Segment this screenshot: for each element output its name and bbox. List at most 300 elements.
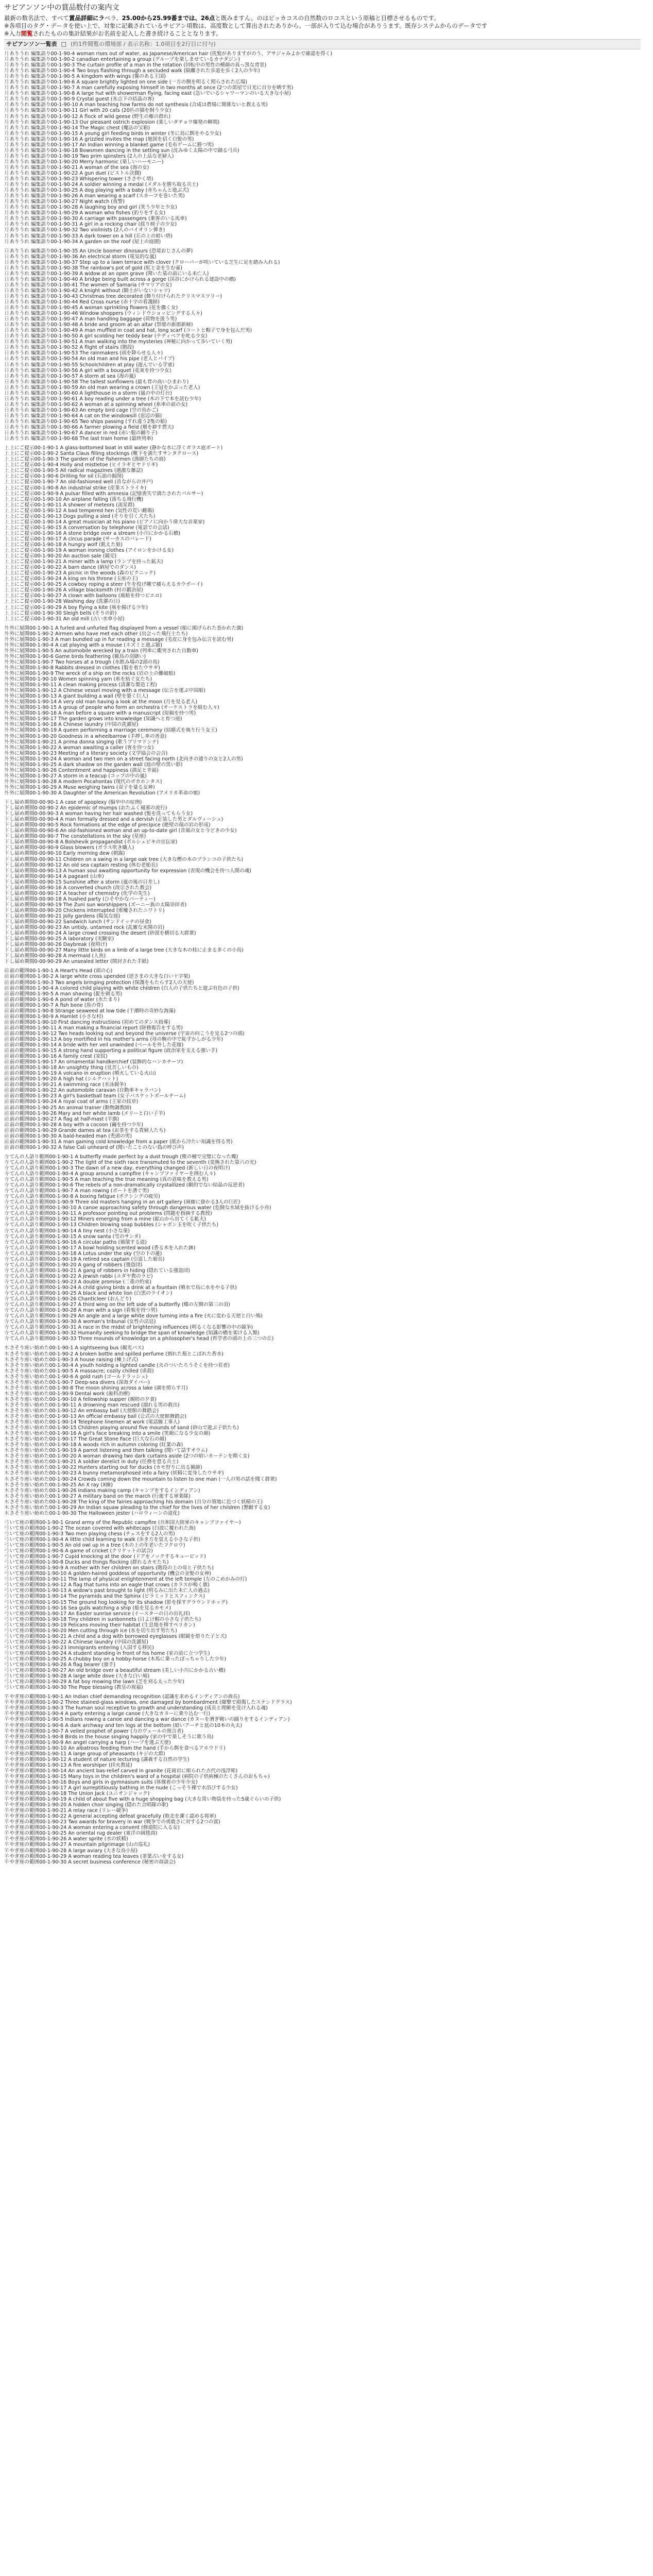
list-item[interactable] xyxy=(4,593,641,599)
list-item[interactable] xyxy=(4,188,641,193)
list-item[interactable] xyxy=(4,239,641,245)
list-item[interactable] xyxy=(4,1402,641,1408)
list-item[interactable] xyxy=(4,1842,641,1848)
list-item[interactable] xyxy=(4,879,641,885)
list-item[interactable] xyxy=(4,654,641,659)
list-item[interactable] xyxy=(4,570,641,576)
list-item[interactable] xyxy=(4,1240,641,1245)
list-item[interactable] xyxy=(4,1302,641,1308)
list-item[interactable] xyxy=(4,199,641,205)
list-item[interactable] xyxy=(4,974,641,979)
list-item[interactable] xyxy=(4,936,641,942)
list-item[interactable] xyxy=(4,260,641,265)
list-item[interactable] xyxy=(4,1673,641,1679)
list-item[interactable] xyxy=(4,1205,641,1211)
list-item[interactable] xyxy=(4,676,641,682)
list-item[interactable] xyxy=(4,1154,641,1160)
list-item[interactable] xyxy=(4,800,641,805)
list-item[interactable] xyxy=(4,1363,641,1368)
list-item[interactable] xyxy=(4,1145,641,1150)
list-item[interactable] xyxy=(4,396,641,402)
list-item[interactable] xyxy=(4,1465,641,1470)
list-item[interactable] xyxy=(4,857,641,862)
list-item[interactable] xyxy=(4,402,641,408)
list-item[interactable] xyxy=(4,1368,641,1374)
list-item[interactable] xyxy=(4,587,641,593)
list-item[interactable] xyxy=(4,1808,641,1814)
list-item[interactable] xyxy=(4,205,641,210)
list-item[interactable] xyxy=(4,1617,641,1622)
list-item[interactable] xyxy=(4,305,641,311)
list-item[interactable] xyxy=(4,374,641,379)
list-item[interactable] xyxy=(4,1182,641,1188)
list-item[interactable] xyxy=(4,531,641,536)
list-item[interactable] xyxy=(4,576,641,582)
list-item[interactable] xyxy=(4,1499,641,1505)
list-item[interactable] xyxy=(4,233,641,239)
list-item[interactable] xyxy=(4,1042,641,1048)
list-item[interactable] xyxy=(4,1188,641,1194)
list-item[interactable] xyxy=(4,1234,641,1240)
list-item[interactable] xyxy=(4,1622,641,1628)
list-item[interactable] xyxy=(4,339,641,345)
list-item[interactable] xyxy=(4,582,641,587)
list-item[interactable] xyxy=(4,1308,641,1313)
list-item[interactable] xyxy=(4,559,641,565)
list-item[interactable] xyxy=(4,773,641,779)
list-item[interactable] xyxy=(4,896,641,902)
list-item[interactable] xyxy=(4,756,641,762)
list-item[interactable] xyxy=(4,1668,641,1673)
list-item[interactable] xyxy=(4,1836,641,1842)
list-item[interactable] xyxy=(4,176,641,182)
list-item[interactable] xyxy=(4,1554,641,1560)
list-item[interactable] xyxy=(4,1634,641,1639)
list-item[interactable] xyxy=(4,1662,641,1668)
list-item[interactable] xyxy=(4,1762,641,1768)
list-item[interactable] xyxy=(4,1656,641,1662)
list-item[interactable] xyxy=(4,479,641,485)
list-item[interactable] xyxy=(4,154,641,159)
list-item[interactable] xyxy=(4,648,641,654)
list-item[interactable] xyxy=(4,159,641,165)
list-item[interactable] xyxy=(4,1025,641,1031)
list-item[interactable] xyxy=(4,1048,641,1054)
list-item[interactable] xyxy=(4,1325,641,1330)
list-item[interactable] xyxy=(4,456,641,462)
list-item[interactable] xyxy=(4,947,641,953)
list-item[interactable] xyxy=(4,451,641,456)
list-item[interactable] xyxy=(4,1111,641,1116)
list-item[interactable] xyxy=(4,980,641,986)
list-item[interactable] xyxy=(4,1082,641,1088)
list-item[interactable] xyxy=(4,1825,641,1831)
list-item[interactable] xyxy=(4,1582,641,1588)
list-item[interactable] xyxy=(4,1262,641,1268)
list-item[interactable] xyxy=(4,322,641,328)
list-item[interactable] xyxy=(4,1494,641,1499)
list-item[interactable] xyxy=(4,408,641,413)
list-item[interactable] xyxy=(4,1785,641,1791)
list-item[interactable] xyxy=(4,611,641,616)
list-item[interactable] xyxy=(4,491,641,497)
list-item[interactable] xyxy=(4,986,641,991)
list-item[interactable] xyxy=(4,991,641,997)
list-item[interactable] xyxy=(4,1560,641,1565)
list-item[interactable] xyxy=(4,462,641,468)
list-item[interactable] xyxy=(4,1330,641,1336)
list-item[interactable] xyxy=(4,548,641,553)
list-item[interactable] xyxy=(4,805,641,811)
list-item[interactable] xyxy=(4,891,641,896)
list-item[interactable] xyxy=(4,1257,641,1262)
list-item[interactable] xyxy=(4,1543,641,1548)
list-item[interactable] xyxy=(4,1122,641,1128)
list-item[interactable] xyxy=(4,1791,641,1797)
list-item[interactable] xyxy=(4,839,641,845)
list-item[interactable] xyxy=(4,599,641,604)
list-item[interactable] xyxy=(4,637,641,642)
list-item[interactable] xyxy=(4,762,641,768)
list-item[interactable] xyxy=(4,834,641,839)
list-item[interactable] xyxy=(4,171,641,176)
list-item[interactable] xyxy=(4,1351,641,1357)
list-item[interactable] xyxy=(4,1537,641,1543)
list-item[interactable] xyxy=(4,1705,641,1711)
list-item[interactable] xyxy=(4,536,641,542)
list-item[interactable] xyxy=(4,311,641,316)
list-item[interactable] xyxy=(4,1076,641,1082)
list-item[interactable] xyxy=(4,1296,641,1302)
list-item[interactable] xyxy=(4,1171,641,1177)
list-item[interactable] xyxy=(4,811,641,817)
list-item[interactable] xyxy=(4,1505,641,1511)
list-item[interactable] xyxy=(4,350,641,356)
list-item[interactable] xyxy=(4,1797,641,1802)
list-item[interactable] xyxy=(4,779,641,785)
list-item[interactable] xyxy=(4,565,641,570)
list-item[interactable] xyxy=(4,1611,641,1617)
list-item[interactable] xyxy=(4,902,641,908)
list-item[interactable] xyxy=(4,616,641,622)
list-item[interactable] xyxy=(4,288,641,294)
list-item[interactable] xyxy=(4,1442,641,1448)
list-item[interactable] xyxy=(4,519,641,525)
list-item[interactable] xyxy=(4,1448,641,1453)
list-item[interactable] xyxy=(4,1651,641,1656)
list-item[interactable] xyxy=(4,1380,641,1385)
list-item[interactable] xyxy=(4,1780,641,1785)
list-item[interactable] xyxy=(4,1859,641,1865)
list-item[interactable] xyxy=(4,210,641,216)
list-item[interactable] xyxy=(4,625,641,631)
list-item[interactable] xyxy=(4,739,641,745)
list-item[interactable] xyxy=(4,120,641,125)
list-item[interactable] xyxy=(4,1054,641,1059)
list-item[interactable] xyxy=(4,1003,641,1008)
list-item[interactable] xyxy=(4,1477,641,1482)
list-item[interactable] xyxy=(4,1511,641,1516)
list-item[interactable] xyxy=(4,1014,641,1020)
list-item[interactable] xyxy=(4,508,641,514)
list-item[interactable] xyxy=(4,425,641,430)
list-item[interactable] xyxy=(4,1414,641,1419)
list-item[interactable] xyxy=(4,1336,641,1342)
list-item[interactable] xyxy=(4,822,641,828)
list-item[interactable] xyxy=(4,1345,641,1351)
list-item[interactable] xyxy=(4,271,641,277)
list-item[interactable] xyxy=(4,1105,641,1111)
list-item[interactable] xyxy=(4,1274,641,1279)
list-item[interactable] xyxy=(4,1268,641,1274)
list-item[interactable] xyxy=(4,1694,641,1700)
list-item[interactable] xyxy=(4,605,641,611)
list-item[interactable] xyxy=(4,642,641,648)
list-item[interactable] xyxy=(4,1605,641,1611)
list-item[interactable] xyxy=(4,1093,641,1099)
list-item[interactable] xyxy=(4,222,641,227)
list-item[interactable] xyxy=(4,1385,641,1391)
list-item[interactable] xyxy=(4,1133,641,1139)
list-item[interactable] xyxy=(4,1482,641,1488)
list-item[interactable] xyxy=(4,1408,641,1414)
list-item[interactable] xyxy=(4,885,641,891)
list-item[interactable] xyxy=(4,1751,641,1757)
list-item[interactable] xyxy=(4,942,641,947)
list-item[interactable] xyxy=(4,1723,641,1728)
list-item[interactable] xyxy=(4,473,641,479)
list-item[interactable] xyxy=(4,1577,641,1582)
list-item[interactable] xyxy=(4,1139,641,1145)
list-item[interactable] xyxy=(4,968,641,974)
list-item[interactable] xyxy=(4,391,641,396)
list-item[interactable] xyxy=(4,299,641,305)
list-item[interactable] xyxy=(4,1571,641,1577)
list-item[interactable] xyxy=(4,254,641,260)
list-item[interactable] xyxy=(4,959,641,964)
list-item[interactable] xyxy=(4,1065,641,1071)
list-item[interactable] xyxy=(4,1222,641,1228)
list-item[interactable] xyxy=(4,1831,641,1836)
list-item[interactable] xyxy=(4,1628,641,1634)
list-item[interactable] xyxy=(4,137,641,142)
list-item[interactable] xyxy=(4,542,641,548)
list-item[interactable] xyxy=(4,514,641,519)
list-item[interactable] xyxy=(4,1194,641,1199)
list-item[interactable] xyxy=(4,828,641,834)
list-item[interactable] xyxy=(4,1757,641,1762)
list-item[interactable] xyxy=(4,1228,641,1234)
list-item[interactable] xyxy=(4,1245,641,1251)
list-item[interactable] xyxy=(4,734,641,739)
list-item[interactable] xyxy=(4,85,641,91)
list-item[interactable] xyxy=(4,1700,641,1705)
list-item[interactable] xyxy=(4,919,641,925)
list-item[interactable] xyxy=(4,1071,641,1076)
list-item[interactable] xyxy=(4,659,641,665)
list-item[interactable] xyxy=(4,665,641,671)
list-item[interactable] xyxy=(4,379,641,385)
toolbar-checkbox[interactable]: □ xyxy=(61,41,66,47)
list-item[interactable] xyxy=(4,345,641,350)
list-item[interactable] xyxy=(4,1548,641,1554)
list-item[interactable] xyxy=(4,385,641,391)
list-item[interactable] xyxy=(4,953,641,959)
list-item[interactable] xyxy=(4,74,641,79)
list-item[interactable] xyxy=(4,1526,641,1531)
list-item[interactable] xyxy=(4,368,641,374)
list-item[interactable] xyxy=(4,182,641,188)
list-item[interactable] xyxy=(4,1020,641,1025)
list-item[interactable] xyxy=(4,716,641,722)
list-item[interactable] xyxy=(4,1740,641,1745)
list-item[interactable] xyxy=(4,1397,641,1402)
list-item[interactable] xyxy=(4,1251,641,1257)
list-item[interactable] xyxy=(4,328,641,333)
list-item[interactable] xyxy=(4,682,641,688)
list-item[interactable] xyxy=(4,1031,641,1037)
list-item[interactable] xyxy=(4,227,641,233)
list-item[interactable] xyxy=(4,419,641,425)
list-item[interactable] xyxy=(4,722,641,727)
list-item[interactable] xyxy=(4,1279,641,1285)
list-item[interactable] xyxy=(4,553,641,559)
list-item[interactable] xyxy=(4,1745,641,1751)
list-item[interactable] xyxy=(4,1819,641,1825)
list-item[interactable] xyxy=(4,265,641,271)
list-item[interactable] xyxy=(4,785,641,790)
list-item[interactable] xyxy=(4,851,641,856)
list-item[interactable] xyxy=(4,1313,641,1319)
list-item[interactable] xyxy=(4,1459,641,1465)
list-item[interactable] xyxy=(4,193,641,199)
list-item[interactable] xyxy=(4,751,641,756)
list-item[interactable] xyxy=(4,294,641,299)
list-item[interactable] xyxy=(4,1600,641,1605)
list-item[interactable] xyxy=(4,502,641,508)
list-item[interactable] xyxy=(4,1814,641,1819)
list-item[interactable] xyxy=(4,148,641,154)
list-item[interactable] xyxy=(4,51,641,57)
list-item[interactable] xyxy=(4,1565,641,1571)
list-item[interactable] xyxy=(4,688,641,693)
list-item[interactable] xyxy=(4,1639,641,1645)
list-item[interactable] xyxy=(4,102,641,108)
list-item[interactable] xyxy=(4,216,641,222)
list-item[interactable] xyxy=(4,845,641,851)
list-item[interactable] xyxy=(4,114,641,120)
list-item[interactable] xyxy=(4,745,641,751)
list-item[interactable] xyxy=(4,1734,641,1740)
list-item[interactable] xyxy=(4,316,641,322)
list-item[interactable] xyxy=(4,768,641,773)
list-item[interactable] xyxy=(4,282,641,288)
list-item[interactable] xyxy=(4,1717,641,1722)
list-item[interactable] xyxy=(4,248,641,254)
list-item[interactable] xyxy=(4,62,641,68)
list-item[interactable] xyxy=(4,1431,641,1436)
list-item[interactable] xyxy=(4,1116,641,1122)
list-item[interactable] xyxy=(4,1453,641,1459)
list-item[interactable] xyxy=(4,727,641,733)
list-item[interactable] xyxy=(4,445,641,451)
list-item[interactable] xyxy=(4,96,641,102)
list-item[interactable] xyxy=(4,790,641,796)
list-item[interactable] xyxy=(4,699,641,705)
list-item[interactable] xyxy=(4,333,641,339)
list-item[interactable] xyxy=(4,705,641,710)
list-item[interactable] xyxy=(4,1520,641,1526)
list-item[interactable] xyxy=(4,356,641,362)
list-item[interactable] xyxy=(4,1008,641,1014)
list-item[interactable] xyxy=(4,1848,641,1854)
list-item[interactable] xyxy=(4,817,641,822)
list-item[interactable] xyxy=(4,710,641,716)
list-item[interactable] xyxy=(4,1059,641,1065)
list-item[interactable] xyxy=(4,693,641,699)
list-item[interactable] xyxy=(4,1391,641,1397)
list-item[interactable] xyxy=(4,1594,641,1599)
list-item[interactable] xyxy=(4,1470,641,1476)
list-item[interactable] xyxy=(4,1037,641,1042)
list-item[interactable] xyxy=(4,1165,641,1171)
list-item[interactable] xyxy=(4,497,641,502)
list-item[interactable] xyxy=(4,1319,641,1325)
list-item[interactable] xyxy=(4,91,641,96)
list-item[interactable] xyxy=(4,1531,641,1537)
list-item[interactable] xyxy=(4,485,641,491)
list-item[interactable] xyxy=(4,436,641,442)
list-item[interactable] xyxy=(4,1211,641,1216)
list-item[interactable] xyxy=(4,525,641,531)
list-item[interactable] xyxy=(4,142,641,148)
list-item[interactable] xyxy=(4,1802,641,1808)
list-item[interactable] xyxy=(4,1128,641,1133)
list-item[interactable] xyxy=(4,1357,641,1363)
list-item[interactable] xyxy=(4,1374,641,1380)
list-item[interactable] xyxy=(4,1160,641,1165)
list-item[interactable] xyxy=(4,1099,641,1105)
list-item[interactable] xyxy=(4,277,641,282)
list-item[interactable] xyxy=(4,997,641,1003)
list-item[interactable] xyxy=(4,1645,641,1651)
list-item[interactable] xyxy=(4,1291,641,1296)
list-item[interactable] xyxy=(4,868,641,874)
list-item[interactable] xyxy=(4,1425,641,1431)
list-item[interactable] xyxy=(4,108,641,113)
list-item[interactable] xyxy=(4,1728,641,1734)
list-item[interactable] xyxy=(4,908,641,913)
list-item[interactable] xyxy=(4,1419,641,1425)
list-item[interactable] xyxy=(4,1711,641,1717)
list-item[interactable] xyxy=(4,413,641,419)
list-item[interactable] xyxy=(4,1199,641,1205)
list-item[interactable] xyxy=(4,1685,641,1690)
list-item[interactable] xyxy=(4,1436,641,1442)
list-item[interactable] xyxy=(4,1588,641,1594)
list-item[interactable] xyxy=(4,862,641,868)
list-item[interactable] xyxy=(4,671,641,676)
list-item[interactable] xyxy=(4,1854,641,1859)
list-item[interactable] xyxy=(4,1177,641,1182)
list-item[interactable] xyxy=(4,925,641,930)
list-item[interactable] xyxy=(4,1488,641,1494)
list-item[interactable] xyxy=(4,1285,641,1291)
list-item[interactable] xyxy=(4,874,641,879)
list-item[interactable] xyxy=(4,79,641,85)
list-item[interactable] xyxy=(4,362,641,368)
list-item[interactable] xyxy=(4,430,641,436)
